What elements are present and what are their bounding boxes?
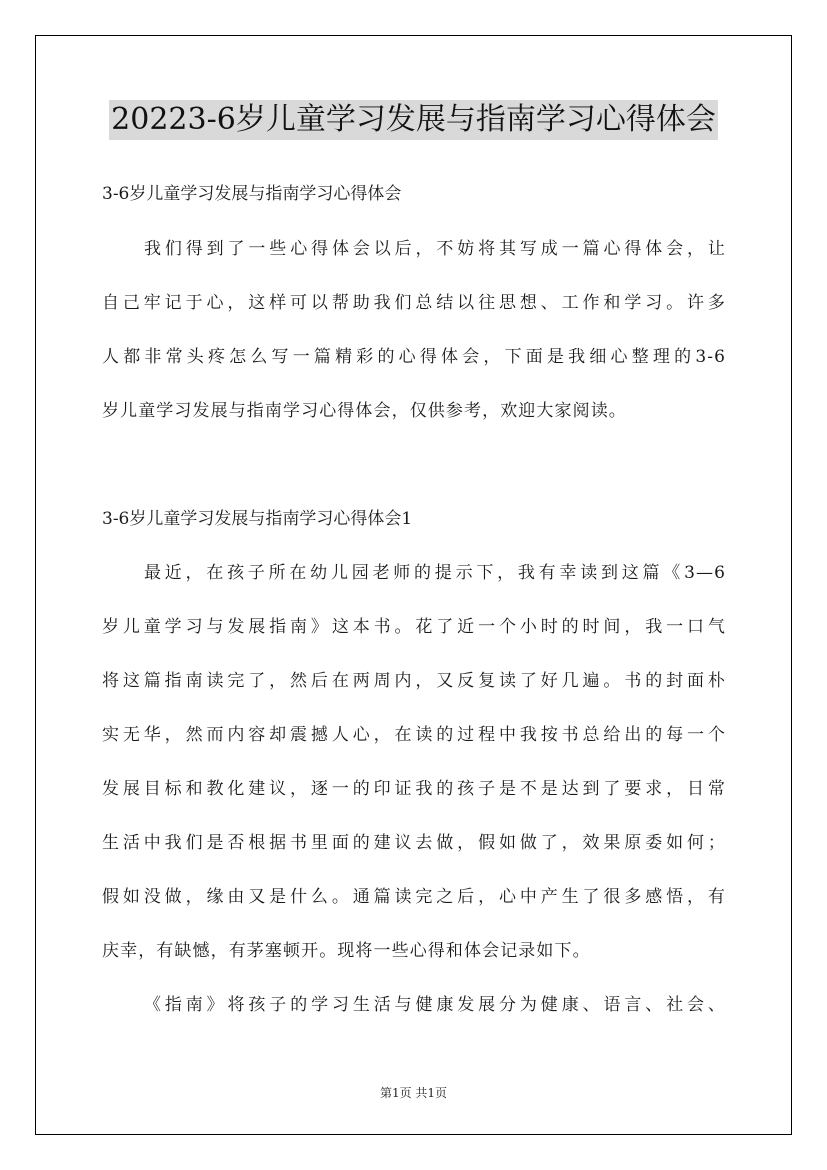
paragraph-line: 实无华，然而内容却震撼人心，在读的过程中我按书总给出的每一个	[102, 725, 726, 745]
paragraph-line: 最近，在孩子所在幼儿园老师的提示下，我有幸读到这篇《3—6	[144, 563, 726, 583]
title-container	[0, 100, 827, 140]
paragraph-line: 人都非常头疼怎么写一篇精彩的心得体会，下面是我细心整理的3-6	[102, 347, 726, 367]
page-footer: 第1页 共1页	[379, 1086, 448, 1100]
intro-paragraph	[102, 222, 726, 438]
body-paragraph	[102, 546, 726, 1032]
paragraph-line: 岁儿童学习发展与指南学习心得体会，仅供参考，欢迎大家阅读。	[102, 401, 627, 421]
paragraph-line: 我们得到了一些心得体会以后，不妨将其写成一篇心得体会，让	[144, 239, 726, 259]
paragraph-line: 自己牢记于心，这样可以帮助我们总结以往思想、工作和学习。许多	[102, 293, 726, 313]
document-title: 20223-6岁儿童学习发展与指南学习心得体会	[109, 100, 718, 140]
section-heading-intro: 3-6岁儿童学习发展与指南学习心得体会	[102, 184, 402, 204]
paragraph-line: 《指南》将孩子的学习生活与健康发展分为健康、语言、社会、	[144, 995, 726, 1015]
paragraph-line: 假如没做，缘由又是什么。通篇读完之后，心中产生了很多感悟，有	[102, 887, 726, 907]
paragraph-line: 庆幸，有缺憾，有茅塞顿开。现将一些心得和体会记录如下。	[102, 941, 591, 961]
paragraph-line: 岁儿童学习与发展指南》这本书。花了近一个小时的时间，我一口气	[102, 617, 726, 637]
paragraph-line: 将这篇指南读完了，然后在两周内，又反复读了好几遍。书的封面朴	[102, 671, 726, 691]
paragraph-line: 发展目标和教化建议，逐一的印证我的孩子是不是达到了要求，日常	[102, 779, 726, 799]
section-heading-1: 3-6岁儿童学习发展与指南学习心得体会1	[102, 509, 413, 529]
paragraph-line: 生活中我们是否根据书里面的建议去做，假如做了，效果原委如何；	[102, 833, 726, 853]
